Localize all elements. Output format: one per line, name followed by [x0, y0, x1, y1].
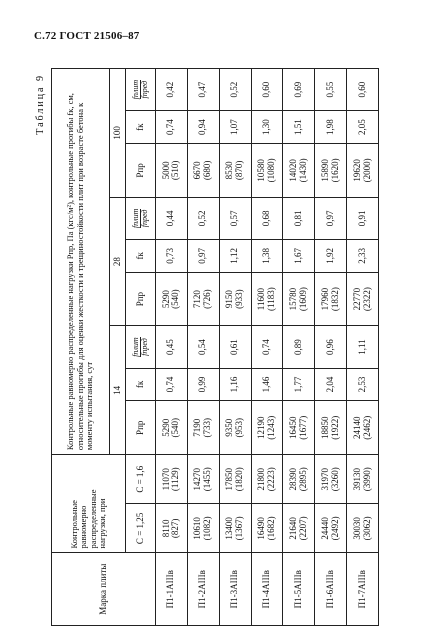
cell-d28-p-kgf: (726) [202, 289, 213, 309]
cell-d28-f: 0,97 [187, 239, 219, 272]
cell-d28-p-kgf: (1832) [329, 287, 340, 312]
cell-c16-value: 14270 [192, 468, 203, 491]
cell-d100-f: 1,51 [283, 111, 315, 144]
header-day-28: 28 [110, 197, 126, 326]
cell-mark: П1-5АIIIв [283, 553, 315, 626]
header-f-k: fк [126, 111, 156, 144]
cell-d28-f: 0,73 [156, 239, 188, 272]
cell-c16 [283, 455, 315, 504]
cell-d100-p-kgf: (510) [170, 160, 181, 181]
cell-d14-p-kgf: (2462) [361, 415, 372, 440]
cell-c125-value: 30030 [351, 517, 362, 540]
cell-d100-f: 1,30 [251, 111, 283, 144]
cell-c16-kgf: (2223) [265, 467, 276, 492]
cell-d28-ratio: 0,91 [347, 197, 379, 239]
ratio-denominator: fпред [140, 80, 149, 99]
cell-d14-p [251, 401, 283, 455]
header-day-100: 100 [110, 69, 126, 198]
header-f-k: fк [126, 368, 156, 401]
cell-d28-p [315, 272, 347, 326]
cell-c16 [187, 455, 219, 504]
header-control-load: Контрольные равномерно распределенные нагрузки, при [52, 455, 126, 553]
cell-mark: П1-3АIIIв [219, 553, 251, 626]
cell-d100-ratio: 0,55 [315, 69, 347, 111]
cell-d28-p-value: 7120 [192, 290, 203, 309]
cell-c125-kgf: (1367) [234, 516, 245, 541]
cell-c16 [156, 455, 188, 504]
cell-c16 [315, 455, 347, 504]
cell-d28-f: 2,33 [347, 239, 379, 272]
cell-c16-value: 39130 [351, 468, 362, 491]
header-ratio [126, 69, 156, 111]
cell-d100-ratio: 0,69 [283, 69, 315, 111]
header-mark: Марка плиты [52, 553, 156, 626]
cell-d100-f: 0,94 [187, 111, 219, 144]
cell-d28-f: 1,92 [315, 239, 347, 272]
cell-c125 [283, 504, 315, 553]
cell-c16 [219, 455, 251, 504]
ratio-numerator: fплит [130, 337, 140, 357]
cell-d100-p-value: 5000 [160, 161, 171, 180]
cell-d14-p [187, 401, 219, 455]
table-row [156, 69, 188, 626]
cell-d28-ratio: 0,44 [156, 197, 188, 239]
cell-c16-value: 21800 [256, 468, 267, 491]
cell-c125-kgf: (2492) [329, 516, 340, 541]
cell-d28-p [156, 272, 188, 326]
cell-mark: П1-4АIIIв [251, 553, 283, 626]
cell-c16-kgf: (1820) [234, 467, 245, 492]
cell-d100-p [283, 144, 315, 198]
cell-d100-p-value: 10580 [256, 159, 267, 182]
cell-d28-f: 1,67 [283, 239, 315, 272]
cell-mark: П1-2АIIIв [187, 553, 219, 626]
cell-c16-kgf: (2895) [297, 467, 308, 492]
cell-d14-ratio: 0,54 [187, 326, 219, 368]
cell-c125-kgf: (1082) [202, 516, 213, 541]
cell-d14-p-kgf: (1922) [329, 415, 340, 440]
cell-d14-p-value: 24140 [351, 416, 362, 440]
cell-d28-p [347, 272, 379, 326]
cell-d100-p-kgf: (680) [202, 160, 213, 181]
cell-d14-ratio: 0,61 [219, 326, 251, 368]
ratio-denominator: fпред [140, 338, 149, 356]
cell-d100-f: 1,07 [219, 111, 251, 144]
cell-d28-ratio: 0,81 [283, 197, 315, 239]
table-row [283, 69, 315, 626]
cell-d28-ratio: 0,97 [315, 197, 347, 239]
table-row [315, 69, 347, 626]
cell-d14-f: 0,99 [187, 368, 219, 401]
ratio-numerator: fплит [130, 208, 140, 229]
table-row [251, 69, 283, 626]
cell-d28-f: 1,12 [219, 239, 251, 272]
cell-d28-p-value: 11600 [256, 288, 267, 311]
cell-c125 [156, 504, 188, 553]
table-row [219, 69, 251, 626]
table-row [187, 69, 219, 626]
table-title: Таблица 9 [35, 74, 46, 135]
cell-d14-ratio: 0,96 [315, 326, 347, 368]
cell-c125 [187, 504, 219, 553]
cell-d100-p [347, 144, 379, 198]
cell-d28-p-kgf: (2322) [361, 287, 372, 312]
cell-d100-f: 2,05 [347, 111, 379, 144]
cell-c125 [251, 504, 283, 553]
cell-d28-f: 1,38 [251, 239, 283, 272]
header-ratio [126, 326, 156, 368]
cell-d14-p-kgf: (540) [170, 418, 181, 438]
cell-d28-p [251, 272, 283, 326]
cell-d100-p-value: 6670 [192, 161, 203, 180]
cell-d14-ratio: 0,45 [156, 326, 188, 368]
cell-d14-p-kgf: (953) [234, 418, 245, 438]
cell-d14-ratio: 1,11 [347, 326, 379, 368]
cell-d28-p [283, 272, 315, 326]
table-row [347, 69, 379, 626]
cell-c16-kgf: (1129) [170, 467, 181, 492]
cell-c16 [251, 455, 283, 504]
cell-d14-f: 1,16 [219, 368, 251, 401]
cell-d100-p [219, 144, 251, 198]
cell-d14-p [156, 401, 188, 455]
cell-d14-p-kgf: (1243) [265, 415, 276, 440]
rotated-table-frame [35, 68, 379, 626]
cell-c125-value: 13400 [224, 517, 235, 540]
cell-c16-value: 17850 [224, 468, 235, 491]
cell-d100-ratio: 0,42 [156, 69, 188, 111]
cell-c125-kgf: (1682) [265, 516, 276, 541]
header-control-group: Контрольные равномерно распределенные нагрузки Рпр, Па (кгс/м²), контрольные прогибы fк, см, относительные прогибы для оценки жесткости и трещиностойкости плит при возрасте бетона к моменту испытания, сут [52, 69, 110, 455]
cell-d14-p-value: 16450 [287, 416, 298, 440]
cell-d14-p-value: 7190 [192, 418, 203, 437]
cell-d14-p-value: 18850 [319, 416, 330, 440]
cell-c125-value: 24440 [319, 517, 330, 540]
cell-c125 [219, 504, 251, 553]
cell-d28-ratio: 0,57 [219, 197, 251, 239]
cell-c125 [315, 504, 347, 553]
cell-d14-f: 2,04 [315, 368, 347, 401]
header-f-k: fк [126, 239, 156, 272]
cell-d28-p-kgf: (1183) [265, 287, 276, 311]
cell-d14-f: 1,77 [283, 368, 315, 401]
cell-d100-p [156, 144, 188, 198]
cell-d100-p-value: 14020 [287, 159, 298, 182]
cell-c16-kgf: (3990) [361, 467, 372, 492]
cell-c125-kgf: (2207) [297, 516, 308, 541]
ratio-numerator: fплит [130, 79, 140, 100]
cell-c16-kgf: (3260) [329, 467, 340, 492]
cell-c125-value: 8110 [160, 519, 171, 538]
cell-d100-f: 0,74 [156, 111, 188, 144]
data-table [51, 68, 379, 626]
cell-d14-f: 0,74 [156, 368, 188, 401]
cell-d100-p-kgf: (1430) [297, 158, 308, 183]
cell-d14-p-kgf: (1677) [297, 415, 308, 440]
cell-d100-p [187, 144, 219, 198]
cell-c125-value: 21640 [287, 517, 298, 540]
cell-d100-p-value: 15890 [319, 159, 330, 182]
cell-d100-p-kgf: (1080) [265, 158, 276, 183]
cell-d14-p [347, 401, 379, 455]
cell-c16 [347, 455, 379, 504]
cell-d100-p-kgf: (2000) [361, 158, 372, 183]
cell-d100-p-value: 8530 [224, 161, 235, 180]
header-ratio [126, 197, 156, 239]
cell-d28-ratio: 0,68 [251, 197, 283, 239]
cell-d14-p-value: 9350 [224, 418, 235, 437]
cell-d14-p-value: 5290 [160, 418, 171, 437]
cell-c16-value: 31970 [319, 468, 330, 491]
header-p-pr: Pпр [126, 144, 156, 198]
cell-d28-p-value: 15780 [287, 287, 298, 311]
cell-c125-kgf: (827) [170, 518, 181, 539]
cell-d14-p-kgf: (733) [202, 418, 213, 438]
page-header: С.72 ГОСТ 21506–87 [34, 30, 140, 42]
header-c16: С = 1,6 [126, 455, 156, 504]
cell-d100-p [315, 144, 347, 198]
cell-d100-ratio: 0,52 [219, 69, 251, 111]
cell-d14-p-value: 12190 [256, 416, 267, 440]
cell-d14-p [283, 401, 315, 455]
cell-mark: П1-1АIIIв [156, 553, 188, 626]
cell-d100-p-kgf: (1620) [329, 158, 340, 183]
cell-mark: П1-7АIIIв [347, 553, 379, 626]
cell-c125-value: 16490 [256, 517, 267, 540]
cell-c16-kgf: (1455) [202, 467, 213, 492]
cell-d14-f: 2,53 [347, 368, 379, 401]
table-body [156, 69, 379, 626]
cell-d100-p [251, 144, 283, 198]
cell-d28-p-value: 5290 [160, 290, 171, 309]
cell-d14-p [219, 401, 251, 455]
cell-d100-ratio: 0,60 [347, 69, 379, 111]
cell-d28-p-kgf: (1609) [297, 287, 308, 312]
ratio-denominator: fпред [140, 209, 149, 228]
cell-c125-value: 10610 [192, 517, 203, 540]
cell-c125-kgf: (3062) [361, 516, 372, 541]
cell-d28-p [187, 272, 219, 326]
cell-d14-ratio: 0,74 [251, 326, 283, 368]
cell-d28-p-value: 9150 [224, 290, 235, 309]
header-day-14: 14 [110, 326, 126, 455]
cell-d14-p [315, 401, 347, 455]
cell-d14-f: 1,46 [251, 368, 283, 401]
cell-d28-p-kgf: (540) [170, 289, 181, 309]
cell-c16-value: 28390 [287, 468, 298, 491]
cell-c125 [347, 504, 379, 553]
header-c125: С = 1,25 [126, 504, 156, 553]
cell-d28-ratio: 0,52 [187, 197, 219, 239]
cell-d28-p-value: 22770 [351, 287, 362, 311]
cell-d28-p [219, 272, 251, 326]
cell-d100-p-kgf: (870) [234, 160, 245, 181]
cell-mark: П1-6АIIIв [315, 553, 347, 626]
cell-d28-p-kgf: (933) [234, 289, 245, 309]
header-p-pr: Pпр [126, 272, 156, 326]
cell-d100-ratio: 0,60 [251, 69, 283, 111]
cell-d100-ratio: 0,47 [187, 69, 219, 111]
cell-c16-value: 11070 [160, 468, 171, 491]
header-p-pr: Pпр [126, 401, 156, 455]
cell-d100-p-value: 19620 [351, 159, 362, 182]
cell-d100-f: 1,98 [315, 111, 347, 144]
cell-d28-p-value: 17960 [319, 287, 330, 311]
cell-d14-ratio: 0,89 [283, 326, 315, 368]
